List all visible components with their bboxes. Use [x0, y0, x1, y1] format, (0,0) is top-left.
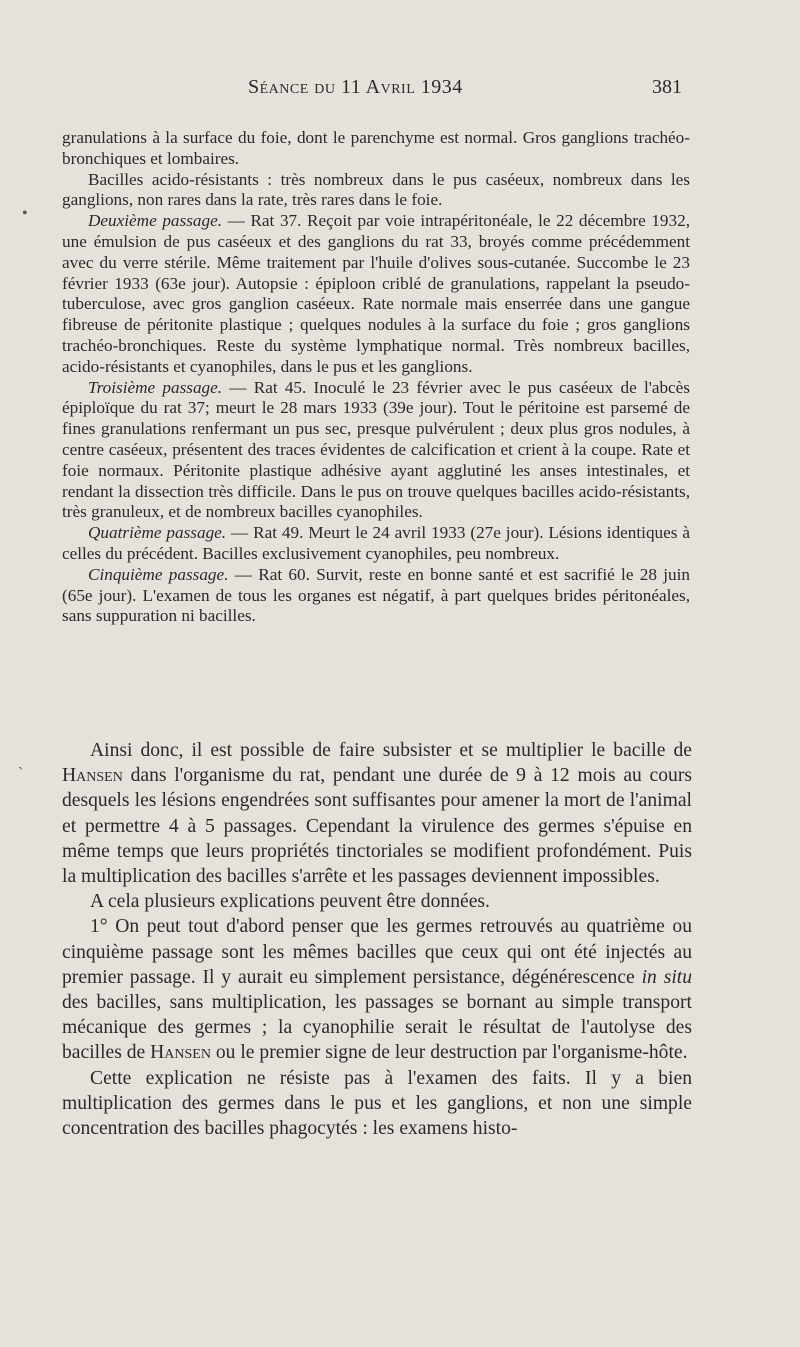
discussion	[62, 738, 692, 1141]
author-name: Hansen	[150, 1042, 211, 1064]
passage-label: Quatrième passage.	[88, 523, 227, 543]
italic-term: in situ	[641, 966, 692, 988]
bacilli-paragraph: Bacilles acido-résistants : très nombreux dans le pus caséeux, nombreux dans les ganglions, non rares dans la rate, très rares dans le foie.	[62, 169, 690, 210]
running-title: Séance du 11 Avril 1934	[248, 76, 463, 98]
first-explanation-paragraph	[62, 914, 692, 1065]
text-run: dans l'organisme du rat, pendant une durée de 9 à 12 mois au cours desquels les lésions engendrées sont suffisantes pour amener la mort de l'animal et permettre 4 à 5 passages. Cependant la virulence des germes s'épuise en même temps que leurs propriétés tinctoriales se modifient profondément. Puis la multiplication des bacilles s'arrête et les passages deviennent impossibles.	[62, 765, 692, 888]
passage-text: — Rat 49. Meurt le 24 avril 1933 (27e jour). Lésions identiques à celles du précédent. Bacilles exclusivement cyanophiles, peu nombreux.	[62, 523, 691, 563]
conclusion-paragraph	[62, 738, 692, 889]
passage-paragraph-2	[62, 211, 690, 377]
text-run: ou le premier signe de leur destruction par l'organisme-hôte.	[210, 1042, 688, 1064]
passage-paragraph-5	[62, 565, 690, 627]
text-run: des bacilles, sans multiplication, les passages se bornant au simple transport mécanique des germes ; la cyanophilie serait le résultat de l'autolyse des bacilles de	[62, 992, 692, 1064]
passage-paragraph-4	[62, 523, 690, 565]
page-number: 381	[652, 76, 682, 98]
passage-text: — Rat 60. Survit, reste en bonne santé et est sacrifié le 28 juin (65e jour). L'examen de tous les organes est négatif, à part quelques brides péritonéales, sans suppuration ni bacilles.	[62, 564, 690, 626]
passage-label: Cinquième passage.	[88, 564, 229, 584]
passage-paragraph-3	[62, 378, 690, 524]
margin-dot: •	[22, 205, 28, 222]
intro-paragraph: granulations à la surface du foie, dont le parenchyme est normal. Gros ganglions trachéo-bronchiques et lombaires.	[62, 128, 690, 168]
passage-text: — Rat 45. Inoculé le 23 février avec le pus caséeux de l'abcès épiploïque du rat 37; meurt le 28 mars 1933 (39e jour). Tout le péritoine est parsemé de fines granulations renfermant un pus sec, presque pulvérulent ; deux plus gros nodules, à centre caséeux, présentent des traces évidentes de calcification et crient à la coupe. Rate et foie normaux. Péritonite plastique adhésive ayant agglutiné les anses intestinales, et rendant la dissection très difficile. Dans le pus on trouve quelques bacilles acido-résistants, très granuleux, et de nombreux bacilles cyanophiles.	[62, 377, 690, 522]
text-run: 1° On peut tout d'abord penser que les germes retrouvés au quatrième ou cinquième passage sont les mêmes bacilles que ceux qui ont été injectés au premier passage. Il y aurait eu simplement persistance, dégénérescence	[62, 916, 692, 988]
explanations-paragraph: A cela plusieurs explications peuvent être données.	[90, 891, 490, 913]
author-name: Hansen	[62, 765, 123, 787]
case-notes	[62, 128, 690, 627]
passage-text: — Rat 37. Reçoit par voie intrapéritonéale, le 22 décembre 1932, une émulsion de pus caséeux et des ganglions du rat 33, broyés comme précédemment avec du verre stérile. Même traitement par l'huile d'olives sous-cutanée. Succombe le 23 février 1933 (63e jour). Autopsie : épiploon criblé de granulations, rappelant la pseudo-tuberculose, avec gros ganglion caséeux. Rate normale mais enserrée dans une gangue fibreuse de péritonite plastique ; quelques nodules à la surface du foie ; gros ganglions trachéo-bronchiques. Reste du système lymphatique normal. Très nombreux bacilles, acido-résistants et cyanophiles, dans le pus et les ganglions.	[62, 211, 691, 376]
running-head	[0, 76, 800, 110]
margin-tick: `	[18, 765, 24, 782]
passage-label: Deuxième passage.	[88, 211, 223, 231]
text-run: Ainsi donc, il est possible de faire subsister et se multiplier le bacille de	[90, 740, 692, 761]
passage-label: Troisième passage.	[88, 377, 223, 397]
rebuttal-paragraph: Cette explication ne résiste pas à l'examen des faits. Il y a bien multiplication des germes dans le pus et les ganglions, et non une simple concentration des bacilles phagocytés : les examens histo-	[62, 1067, 692, 1140]
